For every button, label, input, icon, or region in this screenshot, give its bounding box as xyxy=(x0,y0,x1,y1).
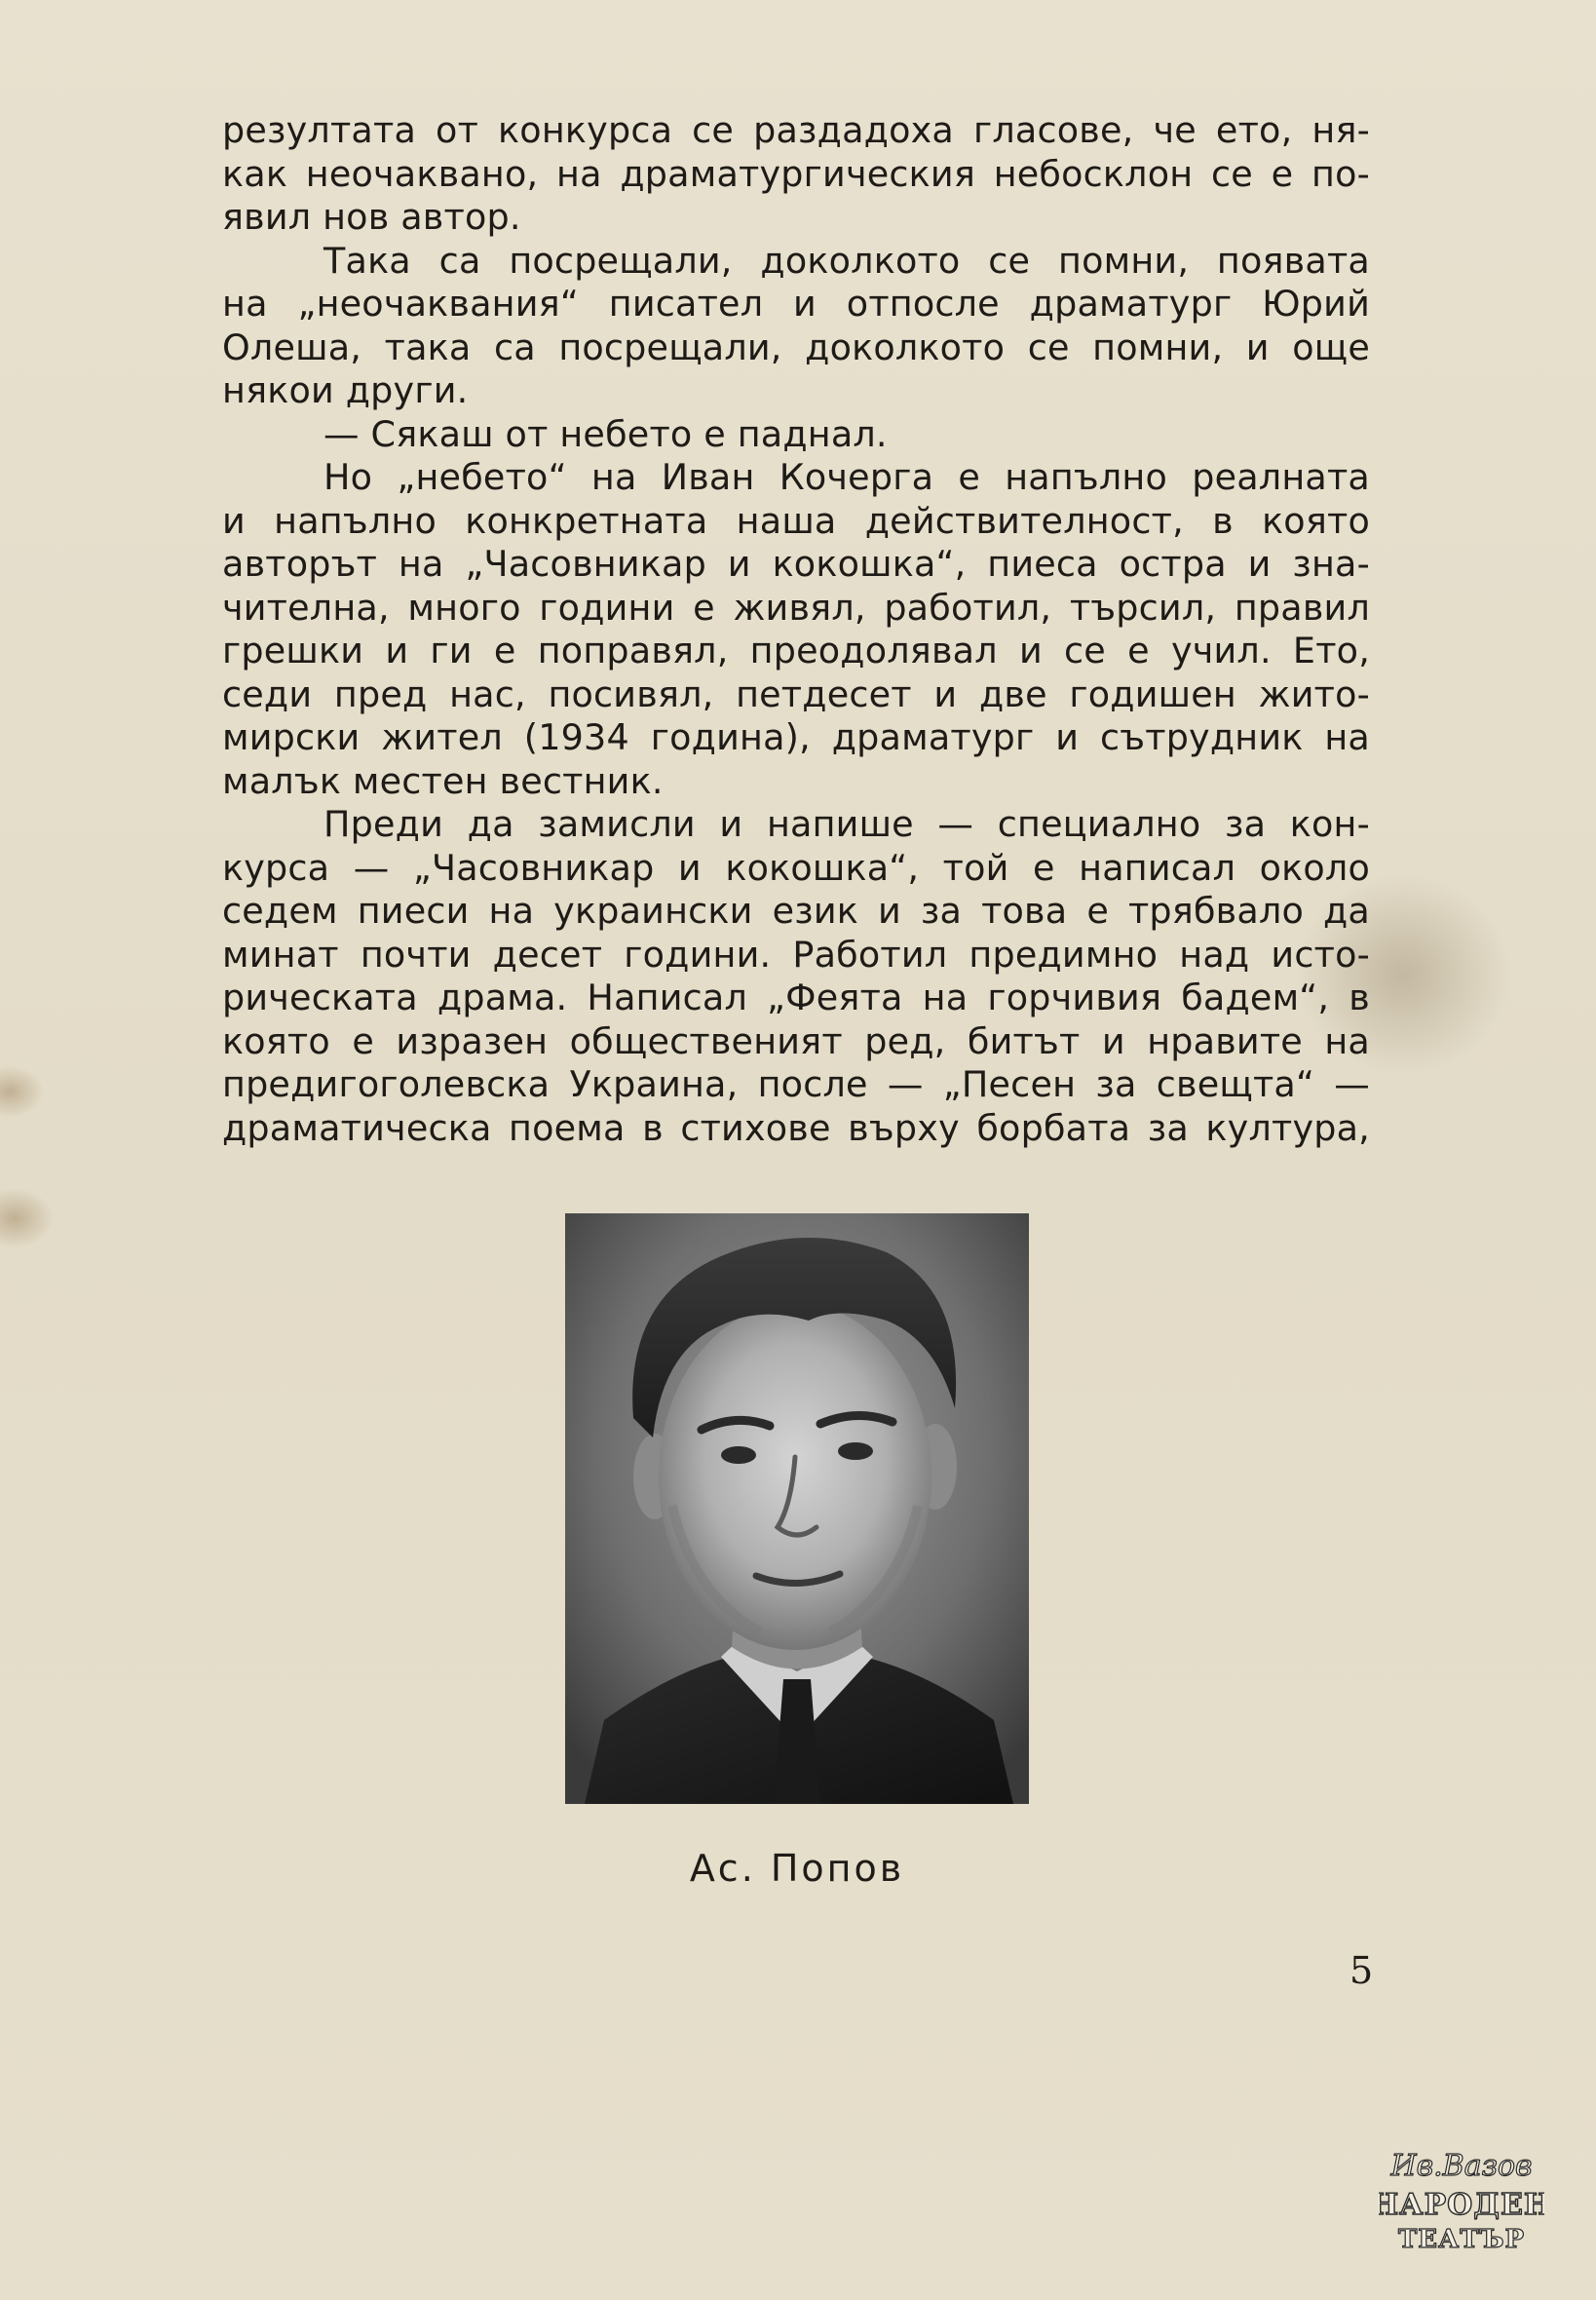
portrait-photo xyxy=(565,1213,1029,1804)
stamp-signature: Ив.Вазов xyxy=(1390,2149,1533,2183)
text-line: някои други. xyxy=(222,369,469,411)
text-line: седем пиеси на украински език и за това е трябвало да xyxy=(222,890,1370,932)
text-line: Преди да замисли и напише — специално за кон- xyxy=(323,803,1370,845)
page-number: 5 xyxy=(1349,1949,1374,1992)
paragraph xyxy=(222,109,1370,240)
text-line: предигоголевска Украина, после — „Песен за свещта“ — xyxy=(222,1063,1370,1105)
text-line: минат почти десет години. Работил предимно над исто- xyxy=(222,933,1370,976)
text-line: рическата драма. Написал „Феята на горчивия бадем“, в xyxy=(222,977,1370,1018)
text-line: седи пред нас, посивял, петдесет и две годишен жито- xyxy=(222,672,1370,715)
text-line: на „неочаквания“ писател и отпосле драматург Юрий xyxy=(222,283,1370,325)
paragraph xyxy=(222,803,1370,1150)
text-line: грешки и ги е поправял, преодолявал и се е учил. Ето, xyxy=(222,630,1370,671)
text-line: резултата от конкурса се раздадоха гласове, че ето, ня- xyxy=(222,109,1370,151)
text-line: драматическа поема в стихове върху борбата за култура, xyxy=(222,1106,1370,1149)
paragraph xyxy=(222,456,1370,803)
text-line: — Сякаш от небето е паднал. xyxy=(323,412,888,455)
text-line: курса — „Часовникар и кокошка“, той е написал около xyxy=(222,846,1370,889)
text-line: Олеша, така са посрещали, доколкото се помни, и още xyxy=(222,326,1370,368)
photo-caption: Ас. Попов xyxy=(689,1847,905,1890)
paragraph xyxy=(222,413,1370,457)
article-text xyxy=(222,109,1370,1150)
text-line: Но „небето“ на Иван Кочерга е напълно реалната xyxy=(323,456,1370,498)
text-line: авторът на „Часовникар и кокошка“, пиеса остра и зна- xyxy=(222,543,1370,585)
paragraph xyxy=(222,240,1370,413)
portrait-illustration xyxy=(565,1213,1029,1804)
stamp-line1: НАРОДЕН xyxy=(1379,2188,1544,2222)
text-line: и напълно конкретната наша действителност, в която xyxy=(222,499,1370,542)
text-line: Така са посрещали, доколкото се помни, появата xyxy=(323,239,1370,282)
theatre-stamp xyxy=(1379,2142,1544,2259)
text-line: малък местен вестник. xyxy=(222,759,664,802)
stamp-line2: ТЕАТЪР xyxy=(1397,2225,1526,2254)
text-line: явил нов автор. xyxy=(222,196,521,238)
text-line: как неочаквано, на драматургическия небосклон се е по- xyxy=(222,152,1370,195)
text-line: мирски жител (1934 година), драматург и сътрудник на xyxy=(222,716,1370,758)
stamp-illustration xyxy=(1379,2142,1544,2259)
text-line: която е изразен общественият ред, битът и нравите на xyxy=(222,1019,1370,1062)
text-line: чителна, много години е живял, работил, търсил, правил xyxy=(222,586,1370,629)
